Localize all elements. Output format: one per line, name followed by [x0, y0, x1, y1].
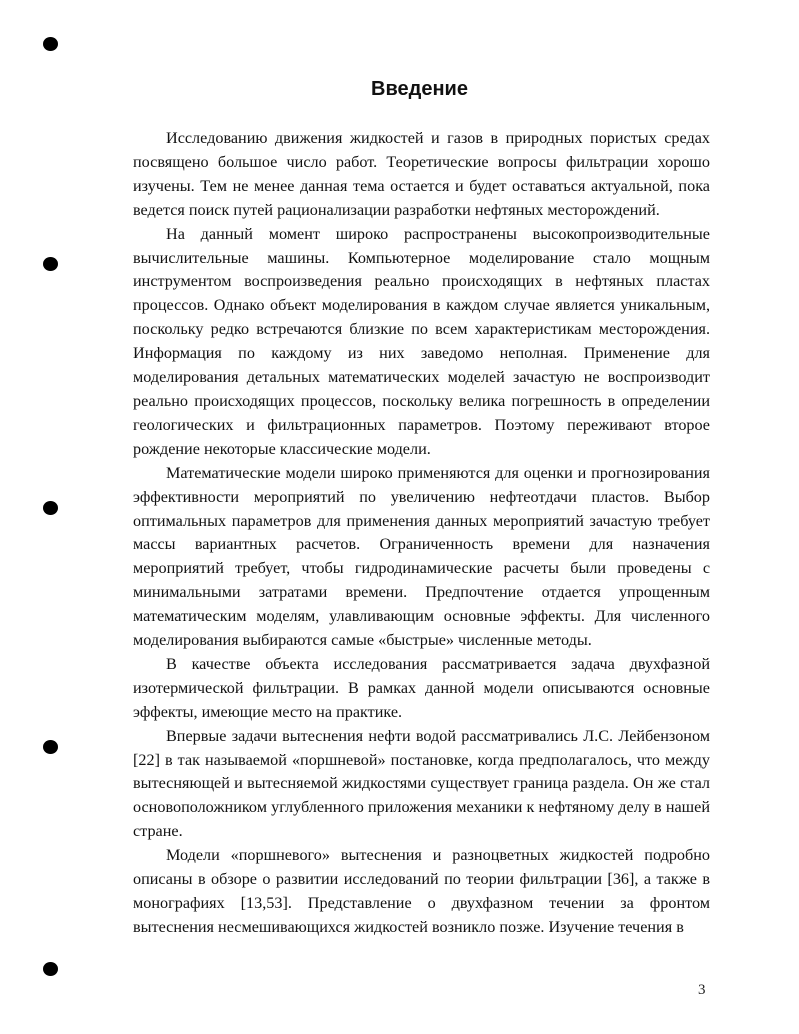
- punch-hole-mark: [43, 257, 58, 271]
- punch-hole-mark: [43, 740, 58, 754]
- page-title: Введение: [371, 78, 468, 100]
- punch-hole-mark: [43, 37, 58, 51]
- paragraph-research-object: В качестве объекта исследования рассматривается задача двухфазной изотермической фильтрации. В рамках данной модели описываются основные эффекты, имеющие место на практике.: [133, 654, 710, 721]
- paragraph-math-models: Математические модели широко применяются для оценки и прогнозирования эффективности мероприятий по увеличению нефтеотдачи пластов. Выбор оптимальных параметров для применения данных мероприятий зачастую требует массы вариантных расчетов. Ограниченность времени для назначения мероприятий требует, чтобы гидродинамические расчеты были проведены с минимальными затратами времени. Предпочтение отдается упрощенным математическим моделям, улавливающим основные эффекты. Для численного моделирования выбираются самые «быстрые» численные методы.: [133, 463, 710, 650]
- page-number: 3: [698, 982, 706, 998]
- paragraph-intro: Исследованию движения жидкостей и газов в природных пористых средах посвящено большое число работ. Теоретические вопросы фильтрации хорошо изучены. Тем не менее данная тема остается и будет оставаться актуальной, пока ведется поиск путей рационализации разработки нефтяных месторождений.: [133, 129, 710, 219]
- paragraph-piston-models: Модели «поршневого» вытеснения и разноцветных жидкостей подробно описаны в обзоре о развитии исследований по теории фильтрации [36], а также в монографиях [13,53]. Представление о двухфазном течении за фронтом вытеснения несмешивающихся жидкостей возникло позже. Изучение течения в: [133, 846, 710, 936]
- punch-hole-mark: [43, 501, 58, 515]
- punch-hole-mark: [43, 962, 58, 976]
- paragraph-leibenzon: Впервые задачи вытеснения нефти водой рассматривались Л.С. Лейбензоном [22] в так называемой «поршневой» постановке, когда предполагалось, что между вытесняющей и вытесняемой жидкостями существует граница раздела. Он же стал основоположником углубленного приложения механики к нефтяному делу в нашей стране.: [133, 726, 710, 841]
- paragraph-computing: На данный момент широко распространены высокопроизводительные вычислительные машины. Компьютерное моделирование стало мощным инструментом воспроизведения реально происходящих в нефтяных пластах процессов. Однако объект моделирования в каждом случае является уникальным, поскольку редко встречаются близкие по всем характеристикам месторождения. Информация по каждому из них заведомо неполная. Применение для моделирования детальных математических моделей зачастую не воспроизводит реально происходящих процессов, поскольку велика погрешность в определении геологических и фильтрационных параметров. Поэтому переживают второе рождение некоторые классические модели.: [133, 224, 710, 458]
- body-text: [133, 127, 710, 940]
